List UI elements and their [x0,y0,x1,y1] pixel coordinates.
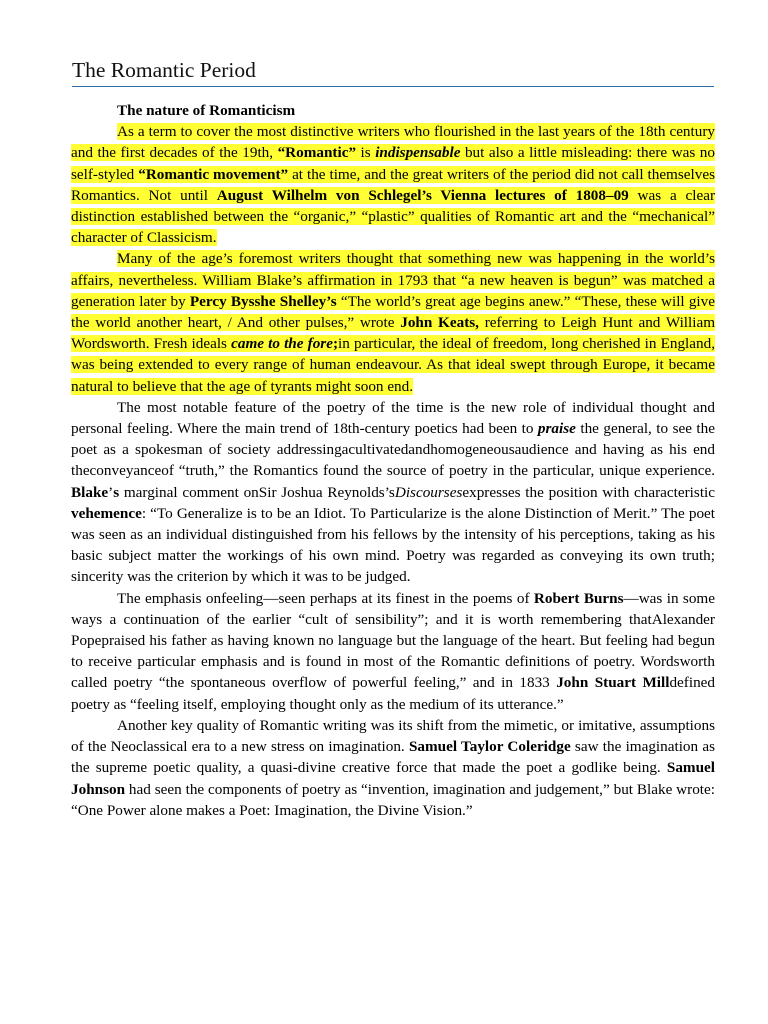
paragraph-3: The most notable feature of the poetry of the time is the new role of individual thought and personal feeling. Where the main trend of 18th-century poetics had been to praise the general, to see the poet as a spokesman of society addressingacultivatedandhomogeneousaudience and having as his end theconveyanceof “truth,” the Romantics found the source of poetry in the particular, unique experience. Blake’s marginal comment onSir Joshua Reynolds’sDiscoursesexpresses the position with characteristic vehemence: “To Generalize is to be an Idiot. To Particularize is the alone Distinction of Merit.” The poet was seen as an individual distinguished from his fellows by the intensity of his perceptions, taking as his basic subject matter the workings of his own mind. Poetry was regarded as conveying its own truth; sincerity was the criterion by which it was to be judged. [71,398,715,586]
highlighted-text: Many of the age’s foremost writers thought that something new was happening in the world’s affairs, nevertheless. William Blake’s affirmation in 1793 that “a new heaven is begun” was matched a generation later by Percy Bysshe Shelley’s “The world’s great age begins anew.” “These, these will give the world another heart, / And other pulses,” wrote John Keats, referring to Leigh Hunt and William Wordsworth. Fresh ideals came to the fore;in particular, the ideal of freedom, long cherished in England, was being extended to every range of human endeavour. As that ideal swept through Europe, it became natural to believe that the age of tyrants might soon end. [71,250,716,395]
paragraph-1 [71,121,715,248]
title-underline [72,86,714,87]
paragraph-5: Another key quality of Romantic writing was its shift from the mimetic, or imitative, assumptions of the Neoclassical era to a new stress on imagination. Samuel Taylor Coleridge saw the imagination as the supreme poetic quality, a quasi-divine creative force that made the poet a godlike being. Samuel Johnson had seen the components of poetry as “invention, imagination and judgement,” but Blake wrote: “One Power alone makes a Poet: Imagination, the Divine Vision.” [71,716,715,819]
paragraph-2 [71,248,715,396]
page-title: The Romantic Period [72,58,256,82]
section-heading: The nature of Romanticism [117,102,296,119]
paragraph-4: The emphasis onfeeling—seen perhaps at its finest in the poems of Robert Burns—was in some ways a continuation of the earlier “cult of sensibility”; and it is worth remembering thatAlexander Popepraised his father as having known no language but the language of the heart. But feeling had begun to receive particular emphasis and is found in most of the Romantic definitions of poetry. Wordsworth called poetry “the spontaneous overflow of powerful feeling,” and in 1833 John Stuart Milldefined poetry as “feeling itself, employing thought only as the medium of its utterance.” [71,589,715,713]
document-body [71,100,715,821]
highlighted-text: As a term to cover the most distinctive writers who flourished in the last years of the 18th century and the first decades of the 19th, “Romantic” is indispensable but also a little misleading: there was no self-styled “Romantic movement” at the time, and the great writers of the period did not call themselves Romantics. Not until August Wilhelm von Schlegel’s Vienna lectures of 1808–09 was a clear distinction established between the “organic,” “plastic” qualities of Romantic art and the “mechanical” character of Classicism. [71,123,715,247]
